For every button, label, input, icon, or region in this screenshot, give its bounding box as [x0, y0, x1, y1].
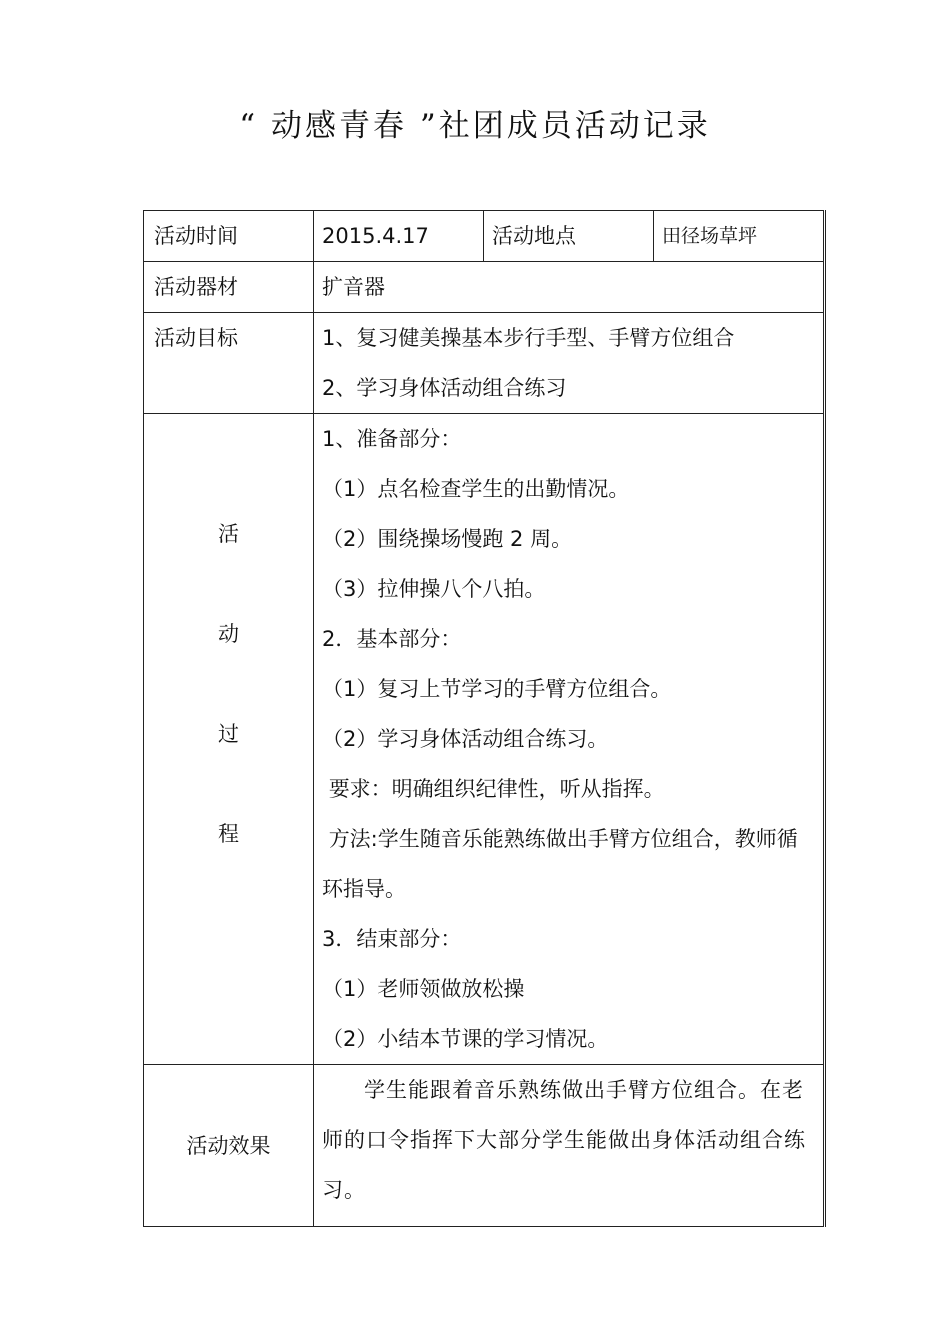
process-label-char: 活	[218, 522, 239, 546]
goal-line: 1、复习健美操基本步行手型、手臂方位组合	[322, 326, 735, 350]
process-content	[314, 414, 825, 1065]
process-line: 2．基本部分：	[322, 627, 462, 651]
page-title: “ 动感青春 ”社团成员活动记录	[239, 108, 711, 144]
process-line: 3．结束部分：	[322, 927, 462, 951]
time-value: 2015.4.17	[314, 211, 484, 262]
process-line: （2）学习身体活动组合练习。	[322, 727, 609, 751]
goal-content	[314, 313, 825, 414]
row-goal	[144, 313, 825, 414]
process-line: 要求：明确组织纪律性，听从指挥。	[322, 777, 665, 801]
place-label: 活动地点	[484, 211, 654, 262]
process-line: （3）拉伸操八个八拍。	[322, 577, 546, 601]
row-time-place	[144, 211, 825, 262]
effect-label: 活动效果	[144, 1065, 314, 1227]
process-line: （2）围绕操场慢跑 2 周。	[322, 527, 573, 551]
effect-content: 学生能跟着音乐熟练做出手臂方位组合。在老师的口令指挥下大部分学生能做出身体活动组合练习。	[314, 1065, 825, 1227]
process-label-char: 程	[218, 822, 239, 846]
process-label	[144, 414, 314, 1065]
process-line: 方法:学生随音乐能熟练做出手臂方位组合，教师循环指导。	[322, 827, 798, 901]
process-label-char: 过	[218, 722, 239, 746]
time-label: 活动时间	[144, 211, 314, 262]
process-label-char: 动	[218, 622, 239, 646]
row-effect	[144, 1065, 825, 1227]
equipment-label: 活动器材	[144, 262, 314, 313]
row-equipment	[144, 262, 825, 313]
process-line: （1）复习上节学习的手臂方位组合。	[322, 677, 672, 701]
process-line: （1）老师领做放松操	[322, 977, 525, 1001]
goal-label: 活动目标	[144, 313, 314, 414]
equipment-value: 扩音器	[314, 262, 825, 313]
process-line: （1）点名检查学生的出勤情况。	[322, 477, 630, 501]
activity-record-table	[143, 210, 826, 1227]
place-value: 田径场草坪	[654, 211, 825, 262]
process-line: （2）小结本节课的学习情况。	[322, 1027, 609, 1051]
goal-line: 2、学习身体活动组合练习	[322, 376, 567, 400]
process-line: 1、准备部分：	[322, 427, 462, 451]
row-process	[144, 414, 825, 1065]
